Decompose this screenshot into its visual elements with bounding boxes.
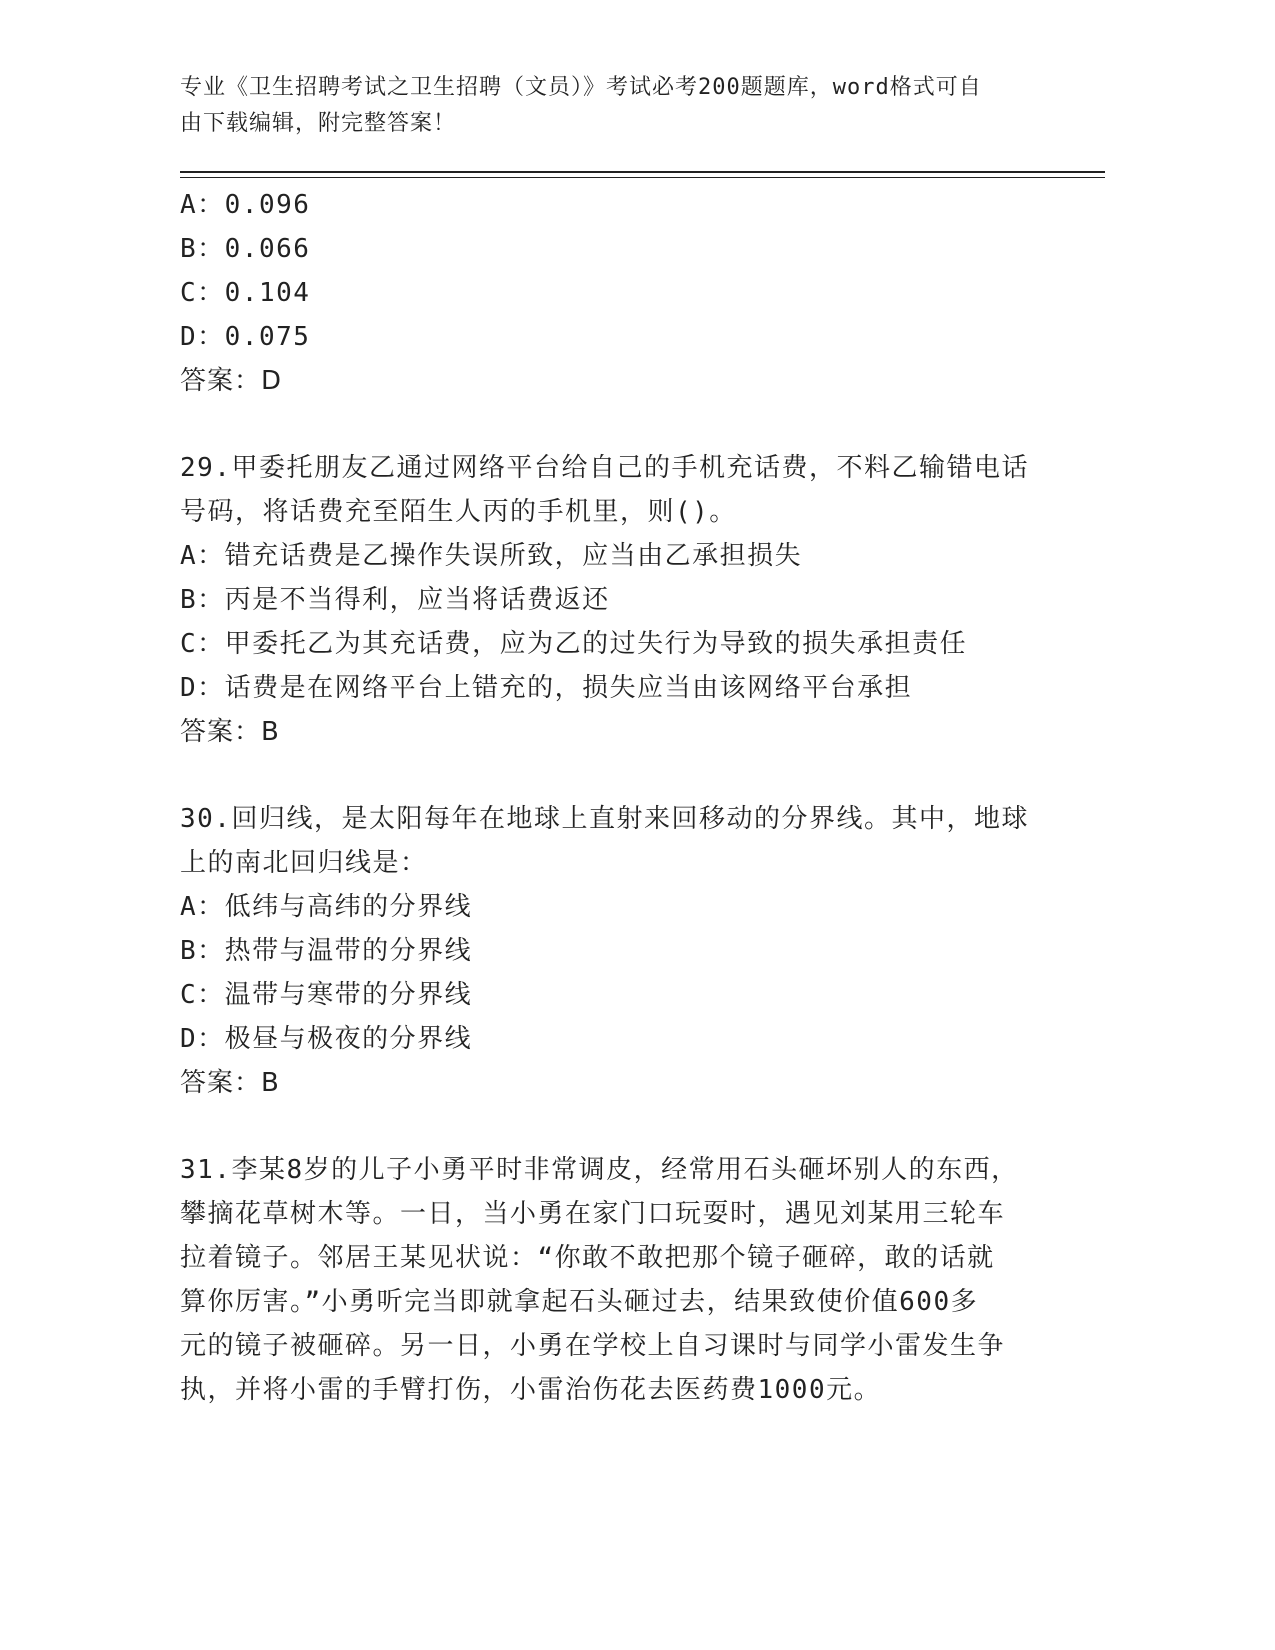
- option-c: C：0.104: [180, 278, 311, 308]
- option-a: A：错充话费是乙操作失误所致，应当由乙承担损失: [180, 541, 803, 571]
- answer-line: 答案：B: [180, 1068, 280, 1098]
- header-line: 专业《卫生招聘考试之卫生招聘（文员）》考试必考200题题库，word格式可自: [180, 75, 982, 100]
- option-a: A：0.096: [180, 190, 311, 220]
- question-stem: 29.甲委托朋友乙通过网络平台给自己的手机充话费，不料乙输错电话: [180, 453, 1029, 483]
- question-stem: 号码，将话费充至陌生人丙的手机里，则()。: [180, 497, 737, 527]
- answer-line: 答案：D: [180, 366, 283, 396]
- question-stem: 攀摘花草树木等。一日，当小勇在家门口玩耍时，遇见刘某用三轮车: [180, 1199, 1006, 1229]
- option-b: B：丙是不当得利，应当将话费返还: [180, 585, 610, 615]
- option-c: C：温带与寒带的分界线: [180, 980, 473, 1010]
- option-c: C：甲委托乙为其充话费，应为乙的过失行为导致的损失承担责任: [180, 629, 968, 659]
- option-d: D：话费是在网络平台上错充的，损失应当由该网络平台承担: [180, 673, 913, 703]
- option-d: D：0.075: [180, 322, 311, 352]
- header-divider: [180, 171, 1105, 173]
- answer-line: 答案：B: [180, 717, 280, 747]
- question-stem: 上的南北回归线是：: [180, 848, 428, 878]
- question-stem: 30.回归线，是太阳每年在地球上直射来回移动的分界线。其中，地球: [180, 804, 1029, 834]
- question-stem: 拉着镜子。邻居王某见状说：“你敢不敢把那个镜子砸碎，敢的话就: [180, 1243, 995, 1273]
- question-29: [180, 446, 1060, 754]
- question-30: [180, 797, 1060, 1105]
- question-28: [180, 183, 1060, 403]
- question-stem: 31.李某8岁的儿子小勇平时非常调皮，经常用石头砸坏别人的东西，: [180, 1155, 1019, 1185]
- question-list: [180, 183, 1060, 1412]
- question-stem: 元的镜子被砸碎。另一日，小勇在学校上自习课时与同学小雷发生争: [180, 1331, 1006, 1361]
- question-stem: 算你厉害。”小勇听完当即就拿起石头砸过去，结果致使价值600多: [180, 1287, 979, 1317]
- header-line: 由下载编辑，附完整答案！: [180, 111, 457, 136]
- option-a: A：低纬与高纬的分界线: [180, 892, 473, 922]
- option-b: B：0.066: [180, 234, 311, 264]
- option-d: D：极昼与极夜的分界线: [180, 1024, 473, 1054]
- question-31: [180, 1148, 1060, 1412]
- document-header: [180, 70, 1050, 142]
- header-divider-thin: [180, 177, 1105, 178]
- question-stem: 执，并将小雷的手臂打伤，小雷治伤花去医药费1000元。: [180, 1375, 882, 1405]
- option-b: B：热带与温带的分界线: [180, 936, 473, 966]
